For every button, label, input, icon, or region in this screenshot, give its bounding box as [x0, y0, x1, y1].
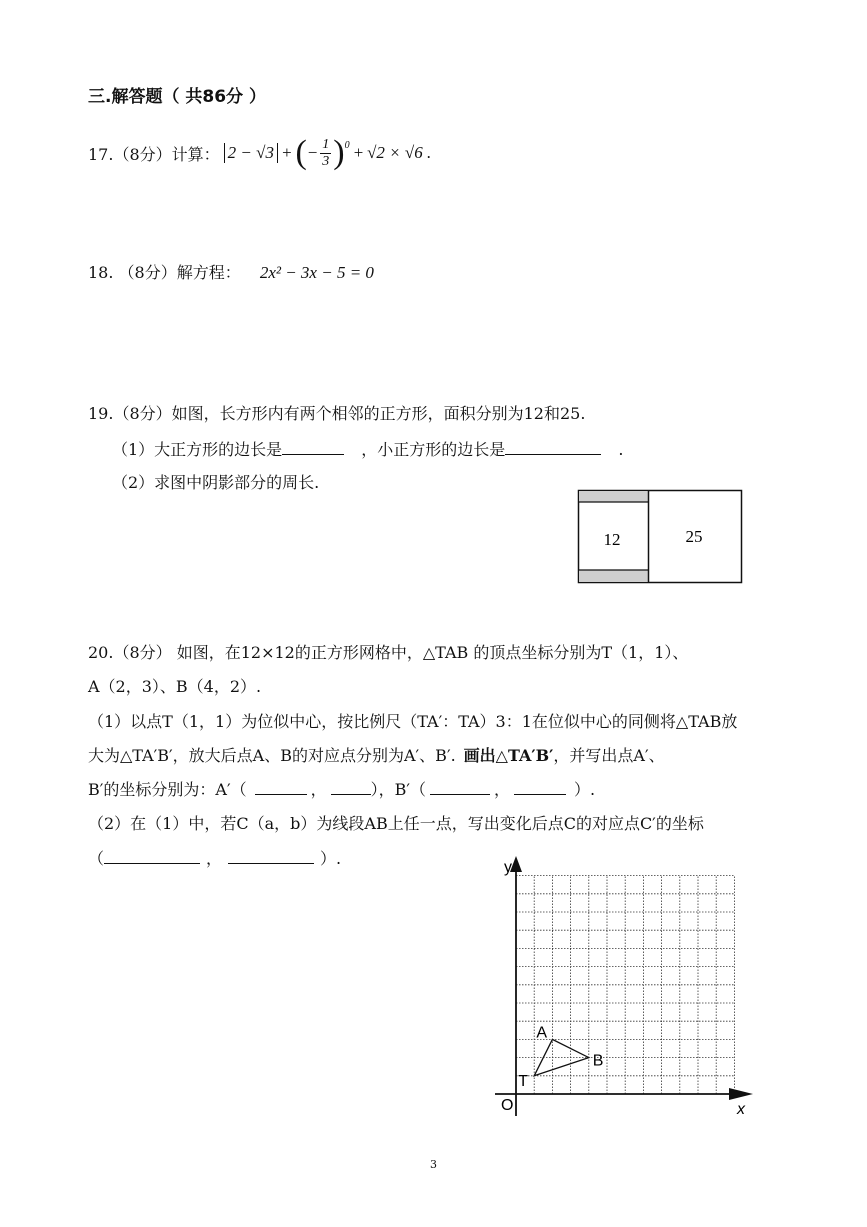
- q20-line4-text-b: ，并写出点A′、: [553, 746, 665, 765]
- q20-blank-b-prime-y[interactable]: [514, 777, 566, 795]
- question-17: [88, 128, 431, 178]
- q20-line5-comma-1: ，: [310, 780, 327, 799]
- x-axis-label: x: [737, 1101, 745, 1118]
- q20-coordinate-grid: [475, 850, 775, 1125]
- point-B-label: B: [592, 1052, 604, 1070]
- q20-line7: [88, 846, 341, 869]
- q19-blank-large-side[interactable]: [282, 437, 344, 455]
- y-axis-label: y: [504, 859, 512, 876]
- q19-blank-small-side[interactable]: [505, 437, 601, 455]
- q19-part1: [112, 437, 623, 460]
- large-square-label: 25: [685, 527, 703, 546]
- q17-exponent: 0: [344, 140, 350, 151]
- q20-line6: （2）在（1）中，若C（a，b）为线段AB上任一点，写出变化后点C的对应点C′的坐标: [88, 814, 704, 833]
- q20-line5: [88, 777, 595, 800]
- q20-line7-open: （: [88, 849, 105, 868]
- q20-line7-comma: ，: [206, 849, 223, 868]
- q20-line5-end: ）.: [574, 780, 596, 799]
- q20-blank-c-prime-x[interactable]: [104, 846, 200, 864]
- section-title: 三.解答题（ 共86分 ）: [88, 87, 266, 107]
- q20-line4-bold: 画出△TA′B′: [463, 746, 554, 765]
- q20-blank-c-prime-y[interactable]: [228, 846, 314, 864]
- q18-prefix: 18. （8分）解方程：: [88, 263, 241, 282]
- q17-left-paren: (: [295, 134, 307, 171]
- origin-label: O: [501, 1097, 514, 1114]
- q17-fraction-numerator: 1: [322, 136, 330, 152]
- q20-line4-text-a: 大为△TA′B′，放大后点A、B的对应点分别为A′、B′.: [88, 746, 456, 765]
- q20-line5-comma-2: ，: [494, 780, 511, 799]
- q17-plus-1: +: [280, 143, 293, 162]
- shaded-region-bottom: [579, 570, 649, 582]
- point-T-label: T: [518, 1072, 528, 1090]
- q20-line2: A（2，3）、B（4，2）.: [88, 677, 262, 696]
- q19-part1-text-b: ，小正方形的边长是: [361, 440, 506, 459]
- small-square-label: 12: [603, 530, 621, 549]
- question-18: [88, 260, 374, 283]
- q17-absolute-value: 2 − √3: [224, 143, 278, 163]
- q20-blank-a-prime-x[interactable]: [255, 777, 307, 795]
- x-axis-arrow-icon: [729, 1088, 753, 1100]
- q20-line5-text-a: B′的坐标分别为：A′（: [88, 780, 247, 799]
- q19-part2: （2）求图中阴影部分的周长.: [112, 473, 320, 492]
- q18-equation: 2x² − 3x − 5 = 0: [259, 263, 374, 282]
- q20-line7-end: ）.: [320, 849, 342, 868]
- q20-blank-a-prime-y[interactable]: [331, 777, 371, 795]
- point-A-label: A: [536, 1024, 548, 1042]
- q17-right-paren: ): [333, 134, 345, 171]
- page-number: 3: [430, 1158, 437, 1171]
- q19-rectangle-figure: [570, 484, 750, 590]
- q17-fraction: [320, 137, 331, 170]
- q17-fraction-denominator: 3: [322, 153, 330, 169]
- q20-line5-text-b: ），B′（: [370, 780, 427, 799]
- q17-expression: [224, 136, 432, 170]
- q20-line1: 20.（8分） 如图，在12×12的正方形网格中，△TAB 的顶点坐标分别为T（1，1）、: [88, 643, 689, 662]
- q17-minus: −: [306, 143, 319, 162]
- q17-expression-tail: √2 × √6 .: [367, 143, 432, 162]
- q20-line4: [88, 743, 665, 766]
- q20-line3: （1）以点T（1，1）为位似中心，按比例尺（TA′：TA）3：1在位似中心的同侧将△TAB放: [88, 712, 738, 731]
- shaded-region-top: [579, 491, 649, 502]
- q19-part1-end: .: [618, 440, 624, 459]
- q19-stem: 19.（8分）如图，长方形内有两个相邻的正方形，面积分别为12和25.: [88, 404, 586, 423]
- q19-part1-text-a: （1）大正方形的边长是: [112, 440, 283, 459]
- q17-prefix: 17.（8分）计算：: [88, 144, 220, 164]
- q20-blank-b-prime-x[interactable]: [430, 777, 490, 795]
- q17-plus-2: +: [352, 143, 365, 162]
- grid-lines: [516, 876, 734, 1094]
